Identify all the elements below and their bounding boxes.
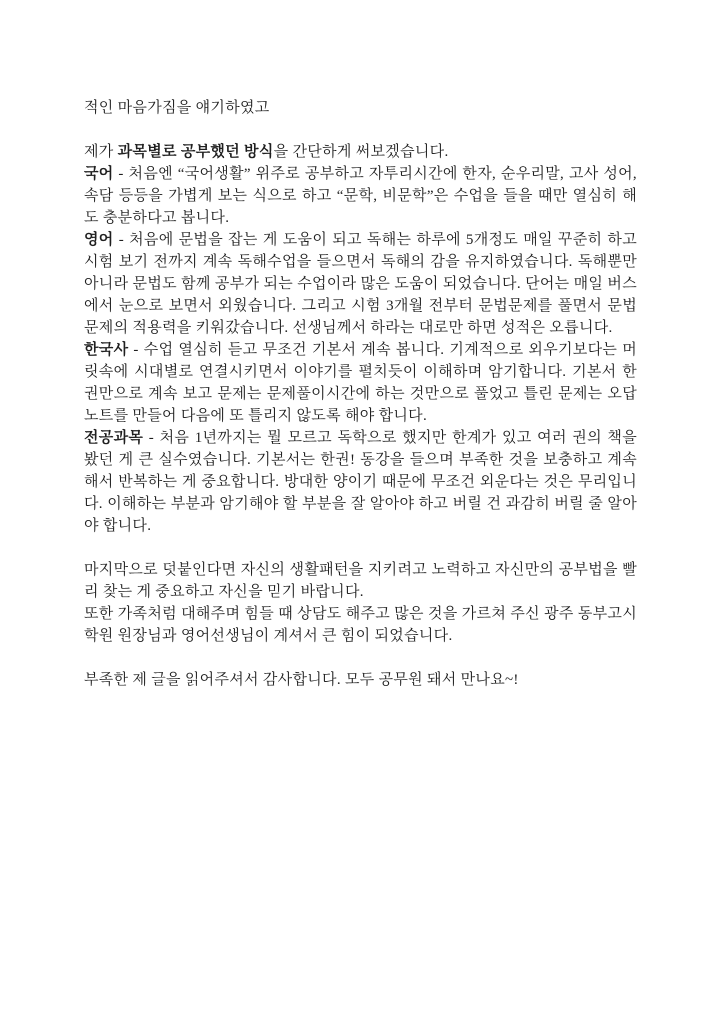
bold-text-run: 전공과목 [84,430,144,446]
text-run: - 처음엔 “국어생활” 위주로 공부하고 자투리시간에 한자, 순우리말, 고사 성어, 속담 등등을 가볍게 보는 식으로 하고 “문학, 비문학”은 수업을 들을 때만 열심히 해도 충분하다고 봅니다. [84,166,637,226]
paragraph [84,141,637,163]
bold-text-run: 과목별로 공부했던 방식 [117,144,274,160]
paragraph [84,97,637,119]
text-run: - 수업 열심히 듣고 무조건 기본서 계속 봅니다. 기계적으로 외우기보다는 머릿속에 시대별로 연결시키면서 이야기를 펼치듯이 이해하며 암기합니다. 기본서 한 권만으로 계속 보고 문제는 문제풀이시간에 하는 것만으로 풀었고 틀린 문제는 오답노트를 만들어 다음에 또 틀리지 않도록 해야 합니다. [84,342,637,424]
bold-text-run: 영어 [84,232,114,248]
paragraph [84,427,637,537]
bold-text-run: 한국사 [84,342,129,358]
text-run: - 처음 1년까지는 뭘 모르고 독학으로 했지만 한계가 있고 여러 권의 책을 봤던 게 큰 실수였습니다. 기본서는 한권! 동강을 들으며 부족한 것을 보충하고 계속해서 반복하는 게 중요합니다. 방대한 양이기 때문에 무조건 외운다는 것은 무리입니다. 이해하는 부분과 암기해야 할 부분을 잘 알아야 하고 버릴 건 과감히 버릴 줄 알아야 합니다. [84,430,637,534]
text-run: - 처음에 문법을 잡는 게 도움이 되고 독해는 하루에 5개정도 매일 꾸준히 하고 시험 보기 전까지 계속 독해수업을 들으면서 독해의 감을 유지하였습니다. 독해뿐만 아니라 문법도 함께 공부가 되는 수업이라 많은 도움이 되었습니다. 단어는 매일 버스에서 눈으로 보면서 외웠습니다. 그리고 시험 3개월 전부터 문법문제를 풀면서 문법문제의 적용력을 키워갔습니다. 선생님께서 하라는 대로만 하면 성적은 오릅니다. [84,232,637,336]
bold-text-run: 국어 [84,166,114,182]
text-run: 을 간단하게 써보겠습니다. [273,144,449,160]
text-run: 마지막으로 덧붙인다면 자신의 생활패턴을 지키려고 노력하고 자신만의 공부법을 빨리 찾는 게 중요하고 자신을 믿기 바랍니다. [84,562,637,600]
text-run: 부족한 제 글을 읽어주셔서 감사합니다. 모두 공무원 돼서 만나요~! [84,672,519,688]
text-run: 제가 [84,144,118,160]
paragraph [84,603,637,647]
text-run: 또한 가족처럼 대해주며 힘들 때 상담도 해주고 많은 것을 가르쳐 주신 광주 동부고시학원 원장님과 영어선생님이 계셔서 큰 힘이 되었습니다. [84,606,637,644]
paragraph [84,669,637,691]
paragraph [84,163,637,229]
paragraph [84,559,637,603]
paragraph [84,229,637,339]
document-body [84,97,637,691]
paragraph [84,339,637,427]
text-run: 적인 마음가짐을 얘기하였고 [84,100,270,116]
